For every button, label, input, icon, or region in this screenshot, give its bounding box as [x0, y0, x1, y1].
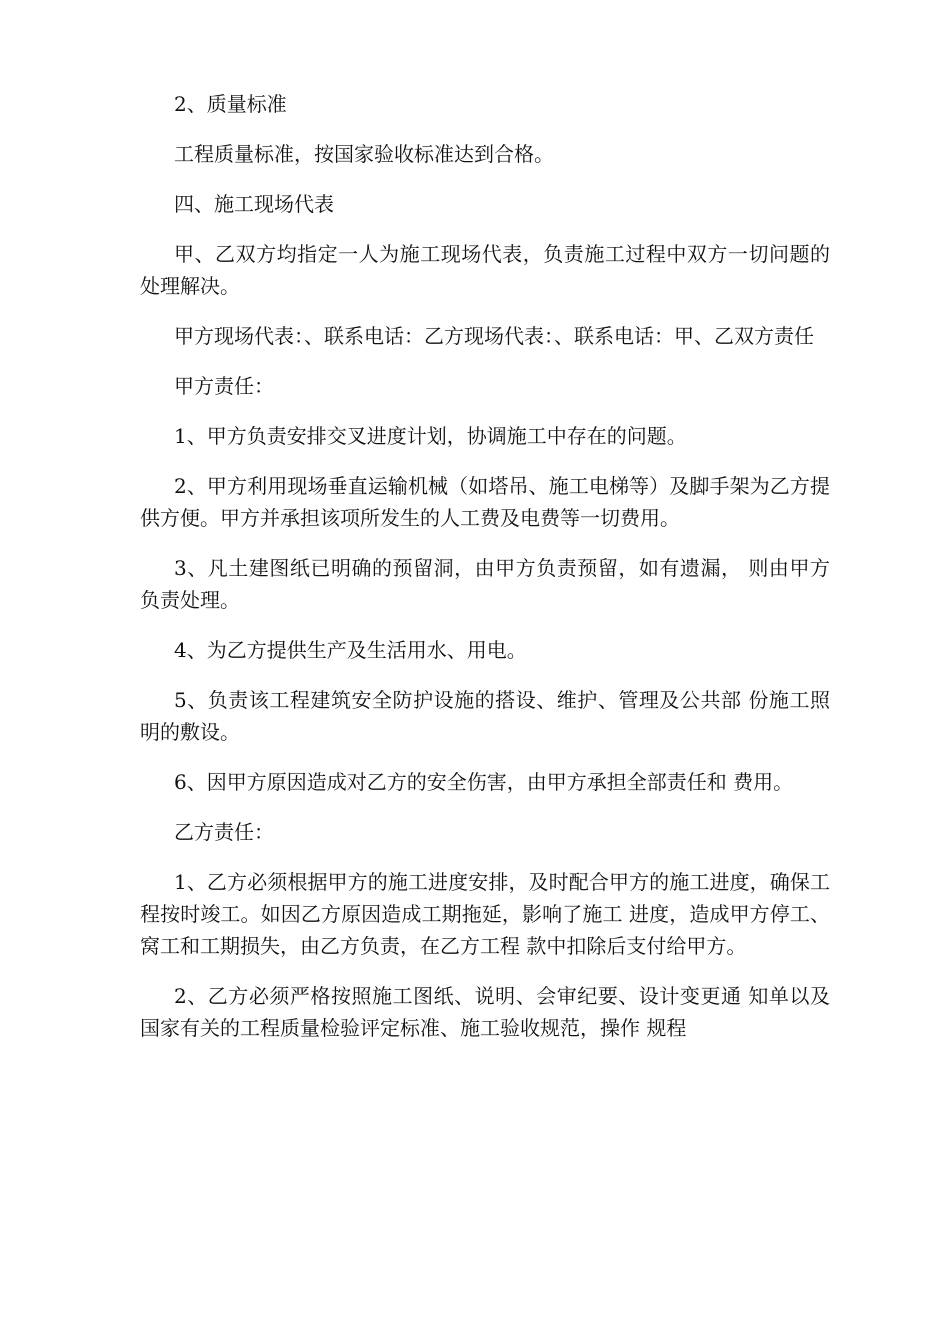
party-a-item-4: 4、为乙方提供生产及生活用水、用电。	[174, 638, 527, 662]
party-a-item-1: 1、甲方负责安排交叉进度计划，协调施工中存在的问题。	[174, 424, 687, 448]
party-b-item-2: 2、乙方必须严格按照施工图纸、说明、会审纪要、设计变更通 知单以及国家有关的工程质量检验评定标准、施工验收规范，操作 规程	[140, 984, 830, 1040]
heading-party-b-responsibility: 乙方责任：	[174, 820, 274, 844]
paragraph-representatives: 甲、乙双方均指定一人为施工现场代表，负责施工过程中双方一切问题的处理解决。	[140, 242, 830, 298]
paragraph-quality-standard: 工程质量标准，按国家验收标准达到合格。	[174, 142, 554, 166]
party-a-item-3: 3、凡土建图纸已明确的预留洞，由甲方负责预留，如有遗漏， 则由甲方负责处理。	[140, 556, 830, 612]
section-heading-site-representative: 四、施工现场代表	[174, 192, 334, 216]
party-b-item-1: 1、乙方必须根据甲方的施工进度安排，及时配合甲方的施工进度，确保工程按时竣工。如因乙方原因造成工期拖延，影响了施工 进度，造成甲方停工、窝工和工期损失，由乙方负责，在乙方工程 款中扣除后支付给甲方。	[140, 870, 830, 958]
party-a-item-2: 2、甲方利用现场垂直运输机械（如塔吊、施工电梯等）及脚手架为乙方提供方便。甲方并承担该项所发生的人工费及电费等一切费用。	[140, 474, 830, 530]
section-heading-quality: 2、质量标准	[174, 92, 287, 116]
party-a-item-6: 6、因甲方原因造成对乙方的安全伤害，由甲方承担全部责任和 费用。	[174, 770, 794, 794]
party-a-item-5: 5、负责该工程建筑安全防护设施的搭设、维护、管理及公共部 份施工照明的敷设。	[140, 688, 830, 744]
document-body	[140, 88, 830, 1062]
heading-party-a-responsibility: 甲方责任：	[174, 374, 274, 398]
paragraph-contacts: 甲方现场代表：、联系电话：乙方现场代表：、联系电话：甲、乙双方责任	[174, 324, 814, 348]
